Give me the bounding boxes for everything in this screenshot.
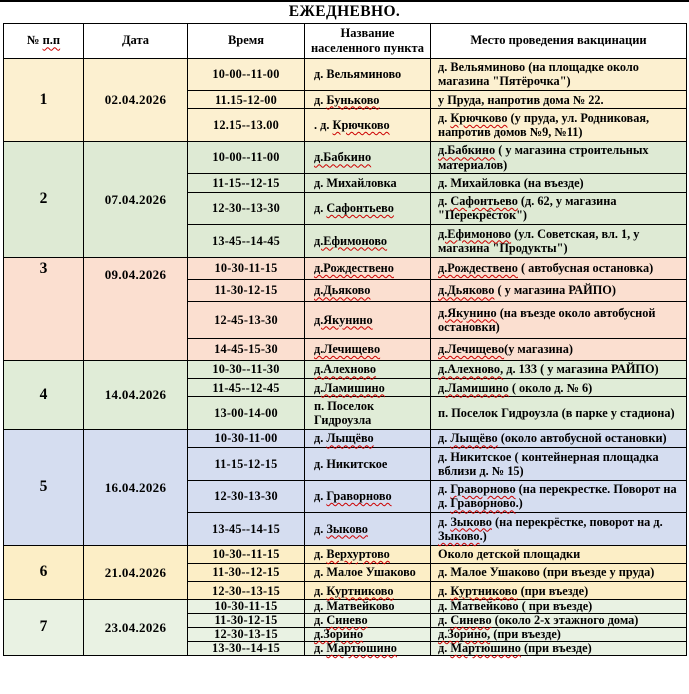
spellcheck-wavy-text: Синево xyxy=(450,613,492,628)
cell-time: 12-45-13-30 xyxy=(188,302,305,339)
cell-vaccination-place xyxy=(431,614,687,628)
plain-text: д. xyxy=(438,514,451,529)
schedule-row xyxy=(4,545,687,563)
cell-time: 11-45--12-45 xyxy=(188,379,305,397)
plain-text: (при въезде) xyxy=(490,627,561,642)
plain-text: д. xyxy=(438,640,451,655)
cell-time: 10-30--11-15 xyxy=(188,545,305,563)
spellcheck-wavy-text: д.Бабкино xyxy=(438,143,496,158)
cell-vaccination-place xyxy=(431,360,687,378)
cell-time: 12-30--13-30 xyxy=(188,192,305,225)
spellcheck-wavy-text: Лыщёво xyxy=(450,431,498,446)
spellcheck-wavy-text: Зыково xyxy=(450,514,492,529)
spellcheck-wavy-text: д.Зорино, xyxy=(438,627,491,642)
plain-text: д. xyxy=(314,583,327,598)
group-number: 6 xyxy=(4,545,84,600)
cell-time: 11-15--12-15 xyxy=(188,174,305,192)
plain-text: (при въезде) xyxy=(520,640,592,655)
plain-text: (у пруда, ул. Родниковая, напротив домов №9, №11) xyxy=(438,110,650,139)
cell-village-name xyxy=(305,338,431,360)
plain-text: д. xyxy=(438,482,451,496)
cell-vaccination-place xyxy=(431,58,687,91)
spellcheck-wavy-text: д.Лечищево xyxy=(314,342,381,356)
spellcheck-wavy-text: Синево xyxy=(326,613,368,628)
cell-time: 12-30--13-15 xyxy=(188,582,305,600)
cell-village-name xyxy=(305,379,431,397)
cell-time: 11-30-12-15 xyxy=(188,279,305,301)
plain-text: д. xyxy=(438,194,451,208)
plain-text: д. Малое Ушаково (при въезде у пруда) xyxy=(438,565,655,580)
spellcheck-wavy-text: Мартюшино xyxy=(450,640,521,655)
spellcheck-wavy-text: Зыково xyxy=(438,528,480,543)
cell-time: 14-45-15-30 xyxy=(188,338,305,360)
plain-text: ( у магазина РАЙПО) xyxy=(494,283,616,298)
cell-village-name xyxy=(305,141,431,174)
plain-text: п. Поселок Гидроузла (в парке у стадиона) xyxy=(438,405,675,420)
plain-text: д. Михайловка (на въезде) xyxy=(438,175,584,190)
plain-text: .) xyxy=(515,496,523,511)
group-number: 3 xyxy=(4,257,84,360)
col-header-place: Место проведения вакцинации xyxy=(431,24,687,59)
spellcheck-wavy-text: д.Лечищево xyxy=(438,342,505,356)
plain-text: (около 2-х этажного дома) xyxy=(491,613,639,628)
spellcheck-wavy-text: Куртниково xyxy=(326,583,394,598)
plain-text: п. Поселок Гидроузла xyxy=(314,398,375,427)
cell-vaccination-place xyxy=(431,545,687,563)
plain-text: д. xyxy=(314,547,327,561)
plain-text: д. 133 ( у магазина РАЙПО) xyxy=(503,362,659,377)
cell-time: 10-30-11-15 xyxy=(188,600,305,614)
schedule-row xyxy=(4,600,687,614)
plain-text: (на перекрёстке, поворот на д. xyxy=(491,514,663,529)
cell-time: 13-30--14-15 xyxy=(188,641,305,655)
page-title: ЕЖЕДНЕВНО. xyxy=(288,3,401,20)
cell-vaccination-place xyxy=(431,582,687,600)
cell-time: 11-30-12-15 xyxy=(188,614,305,628)
plain-text: (у магазина) xyxy=(504,342,573,356)
cell-village-name xyxy=(305,174,431,192)
spellcheck-wavy-text: Граворново xyxy=(326,489,392,504)
group-date: 07.04.2026 xyxy=(84,141,188,257)
cell-vaccination-place xyxy=(431,563,687,581)
col-header-date: Дата xyxy=(84,24,188,59)
spellcheck-wavy-text: Сафонтьево xyxy=(326,201,394,216)
cell-time: 11-15-12-15 xyxy=(188,448,305,481)
plain-text: ( у магазина строительных материалов) xyxy=(438,143,649,172)
plain-text: № xyxy=(26,33,43,48)
cell-vaccination-place xyxy=(431,225,687,258)
plain-text: д. Вельяминово (на площадке около магазина "Пятёрочка") xyxy=(438,60,639,89)
cell-vaccination-place xyxy=(431,600,687,614)
schedule-row xyxy=(4,360,687,378)
plain-text: (на перекрестке. Поворот на д. xyxy=(438,482,677,511)
cell-village-name xyxy=(305,302,431,339)
plain-text: (около автобусной остановки) xyxy=(497,431,667,446)
plain-text: (ул. Советская, вл. 1, у магазина "Продукты") xyxy=(438,226,640,255)
spellcheck-wavy-text: Лыщёво xyxy=(326,431,374,446)
spellcheck-wavy-text: Верхуртово xyxy=(326,547,390,561)
spellcheck-wavy-text: д.Алехново, xyxy=(438,362,504,377)
spellcheck-wavy-text: д.Ламишино xyxy=(314,380,385,395)
spellcheck-wavy-text: д.Ефимоново xyxy=(314,233,388,248)
cell-village-name xyxy=(305,360,431,378)
cell-time: 10-30-11-00 xyxy=(188,429,305,447)
plain-text: д. Матвейково xyxy=(314,599,395,614)
group-number: 5 xyxy=(4,429,84,545)
cell-village-name xyxy=(305,279,431,301)
cell-vaccination-place xyxy=(431,513,687,546)
spellcheck-wavy-text: д.Ламишино xyxy=(438,380,509,395)
cell-vaccination-place xyxy=(431,397,687,430)
spellcheck-wavy-text: Крючково xyxy=(332,117,390,132)
cell-village-name xyxy=(305,513,431,546)
group-date: 21.04.2026 xyxy=(84,545,188,600)
spellcheck-wavy-text: Куртниково xyxy=(450,583,518,598)
plain-text: .) xyxy=(479,528,487,543)
group-number: 7 xyxy=(4,600,84,656)
group-number: 4 xyxy=(4,360,84,429)
cell-village-name xyxy=(305,192,431,225)
plain-text: д. Никитское ( контейнерная площадка вблизи д. № 15) xyxy=(438,449,659,478)
cell-time: 12.15--13.00 xyxy=(188,109,305,142)
cell-village-name xyxy=(305,58,431,91)
cell-vaccination-place xyxy=(431,279,687,301)
schedule-tbody xyxy=(4,58,687,655)
spellcheck-wavy-text: Зыково xyxy=(326,521,368,536)
plain-text: д. Вельяминово xyxy=(314,67,402,82)
group-date: 02.04.2026 xyxy=(84,58,188,141)
schedule-row xyxy=(4,429,687,447)
cell-vaccination-place xyxy=(431,448,687,481)
cell-vaccination-place xyxy=(431,480,687,513)
spellcheck-wavy-text: д.Ефимоново xyxy=(438,226,512,241)
cell-vaccination-place xyxy=(431,192,687,225)
spellcheck-wavy-text: д.Якунино xyxy=(314,312,373,327)
spellcheck-wavy-text: Мартюшино xyxy=(326,640,397,655)
plain-text: (при въезде) xyxy=(517,583,589,598)
spellcheck-wavy-text: д.Зорино xyxy=(314,627,364,642)
cell-vaccination-place xyxy=(431,174,687,192)
cell-time: 10-30-11-15 xyxy=(188,257,305,279)
plain-text: д. xyxy=(314,92,327,107)
cell-village-name xyxy=(305,448,431,481)
plain-text: . д. xyxy=(314,117,333,132)
plain-text: д. xyxy=(314,201,327,216)
cell-village-name xyxy=(305,614,431,628)
cell-village-name xyxy=(305,582,431,600)
cell-time: 10-00--11-00 xyxy=(188,141,305,174)
cell-village-name xyxy=(305,397,431,430)
col-header-npp xyxy=(4,24,84,59)
spellcheck-wavy-text: Граворново xyxy=(450,496,516,511)
plain-text: (на въезде около автобусной остановки) xyxy=(438,305,656,334)
plain-text: д. xyxy=(314,640,327,655)
cell-village-name xyxy=(305,641,431,655)
plain-text: д. xyxy=(438,583,451,598)
plain-text: д. xyxy=(438,431,451,446)
cell-vaccination-place xyxy=(431,379,687,397)
cell-vaccination-place xyxy=(431,429,687,447)
spellcheck-wavy-text: д.Дьяково xyxy=(314,283,371,298)
cell-time: 12-30-13-30 xyxy=(188,480,305,513)
group-date: 16.04.2026 xyxy=(84,429,188,545)
cell-village-name xyxy=(305,225,431,258)
plain-text: ( автобусная остановка) xyxy=(517,261,654,275)
cell-vaccination-place xyxy=(431,91,687,109)
cell-vaccination-place xyxy=(431,302,687,339)
spellcheck-wavy-text: д.Алехново xyxy=(314,362,377,377)
plain-text: у Пруда, напротив дома № 22. xyxy=(438,92,604,107)
spellcheck-wavy-text: Крючково xyxy=(450,110,508,125)
plain-text: д. Малое Ушаково xyxy=(314,565,416,580)
plain-text: ( около д. № 6) xyxy=(508,380,593,395)
cell-village-name xyxy=(305,480,431,513)
cell-time: 11-30--12-15 xyxy=(188,563,305,581)
plain-text: д. xyxy=(314,489,327,504)
plain-text: д. xyxy=(438,110,451,125)
cell-time: 10-30--11-30 xyxy=(188,360,305,378)
cell-village-name xyxy=(305,545,431,563)
cell-village-name xyxy=(305,91,431,109)
cell-village-name xyxy=(305,600,431,614)
cell-time: 10-00--11-00 xyxy=(188,58,305,91)
cell-time: 13-45--14-15 xyxy=(188,513,305,546)
spellcheck-wavy-text: Сафонтьево xyxy=(450,194,518,208)
plain-text: д. Матвейково ( при въезде) xyxy=(438,599,593,614)
cell-village-name xyxy=(305,628,431,642)
schedule-row xyxy=(4,58,687,91)
group-date: 14.04.2026 xyxy=(84,360,188,429)
cell-vaccination-place xyxy=(431,109,687,142)
spellcheck-wavy-text: д.Рождествено xyxy=(314,261,394,275)
group-number: 2 xyxy=(4,141,84,257)
plain-text: (д. 62, у магазина "Перекрёсток") xyxy=(438,194,617,223)
cell-vaccination-place xyxy=(431,257,687,279)
spellcheck-wavy-text: д.Якунино xyxy=(438,305,497,320)
group-date: 23.04.2026 xyxy=(84,600,188,656)
group-date: 09.04.2026 xyxy=(84,257,188,360)
cell-time: 12-30-13-15 xyxy=(188,628,305,642)
cell-village-name xyxy=(305,257,431,279)
plain-text: д. xyxy=(438,613,451,628)
plain-text: д. xyxy=(314,521,327,536)
spellcheck-wavy-text: д.Бабкино xyxy=(314,150,372,165)
cell-time: 13-00-14-00 xyxy=(188,397,305,430)
plain-text: Около детской площадки xyxy=(438,547,581,561)
spellcheck-wavy-text: Буньково xyxy=(326,92,380,107)
spellcheck-wavy-text: д.Дьяково xyxy=(438,283,495,298)
plain-text: д. xyxy=(314,613,327,628)
spellcheck-wavy-text: Граворново xyxy=(450,482,516,496)
cell-village-name xyxy=(305,563,431,581)
group-number: 1 xyxy=(4,58,84,141)
plain-text: д. xyxy=(314,431,327,446)
cell-village-name xyxy=(305,429,431,447)
cell-vaccination-place xyxy=(431,641,687,655)
plain-text: д. Никитское xyxy=(314,456,388,471)
cell-vaccination-place xyxy=(431,628,687,642)
cell-vaccination-place xyxy=(431,141,687,174)
cell-village-name xyxy=(305,109,431,142)
cell-vaccination-place xyxy=(431,338,687,360)
spellcheck-wavy-text: д.Рождествено xyxy=(438,261,518,275)
schedule-row xyxy=(4,257,687,279)
col-header-time: Время xyxy=(188,24,305,59)
cell-time: 11.15-12-00 xyxy=(188,91,305,109)
schedule-row xyxy=(4,141,687,174)
vaccination-schedule-table xyxy=(3,23,687,656)
plain-text: д. Михайловка xyxy=(314,175,397,190)
header-row xyxy=(4,24,687,59)
spellcheck-wavy-text: п.п xyxy=(42,33,61,48)
cell-time: 13-45--14-45 xyxy=(188,225,305,258)
col-header-settlement: Название населенного пункта xyxy=(305,24,431,59)
